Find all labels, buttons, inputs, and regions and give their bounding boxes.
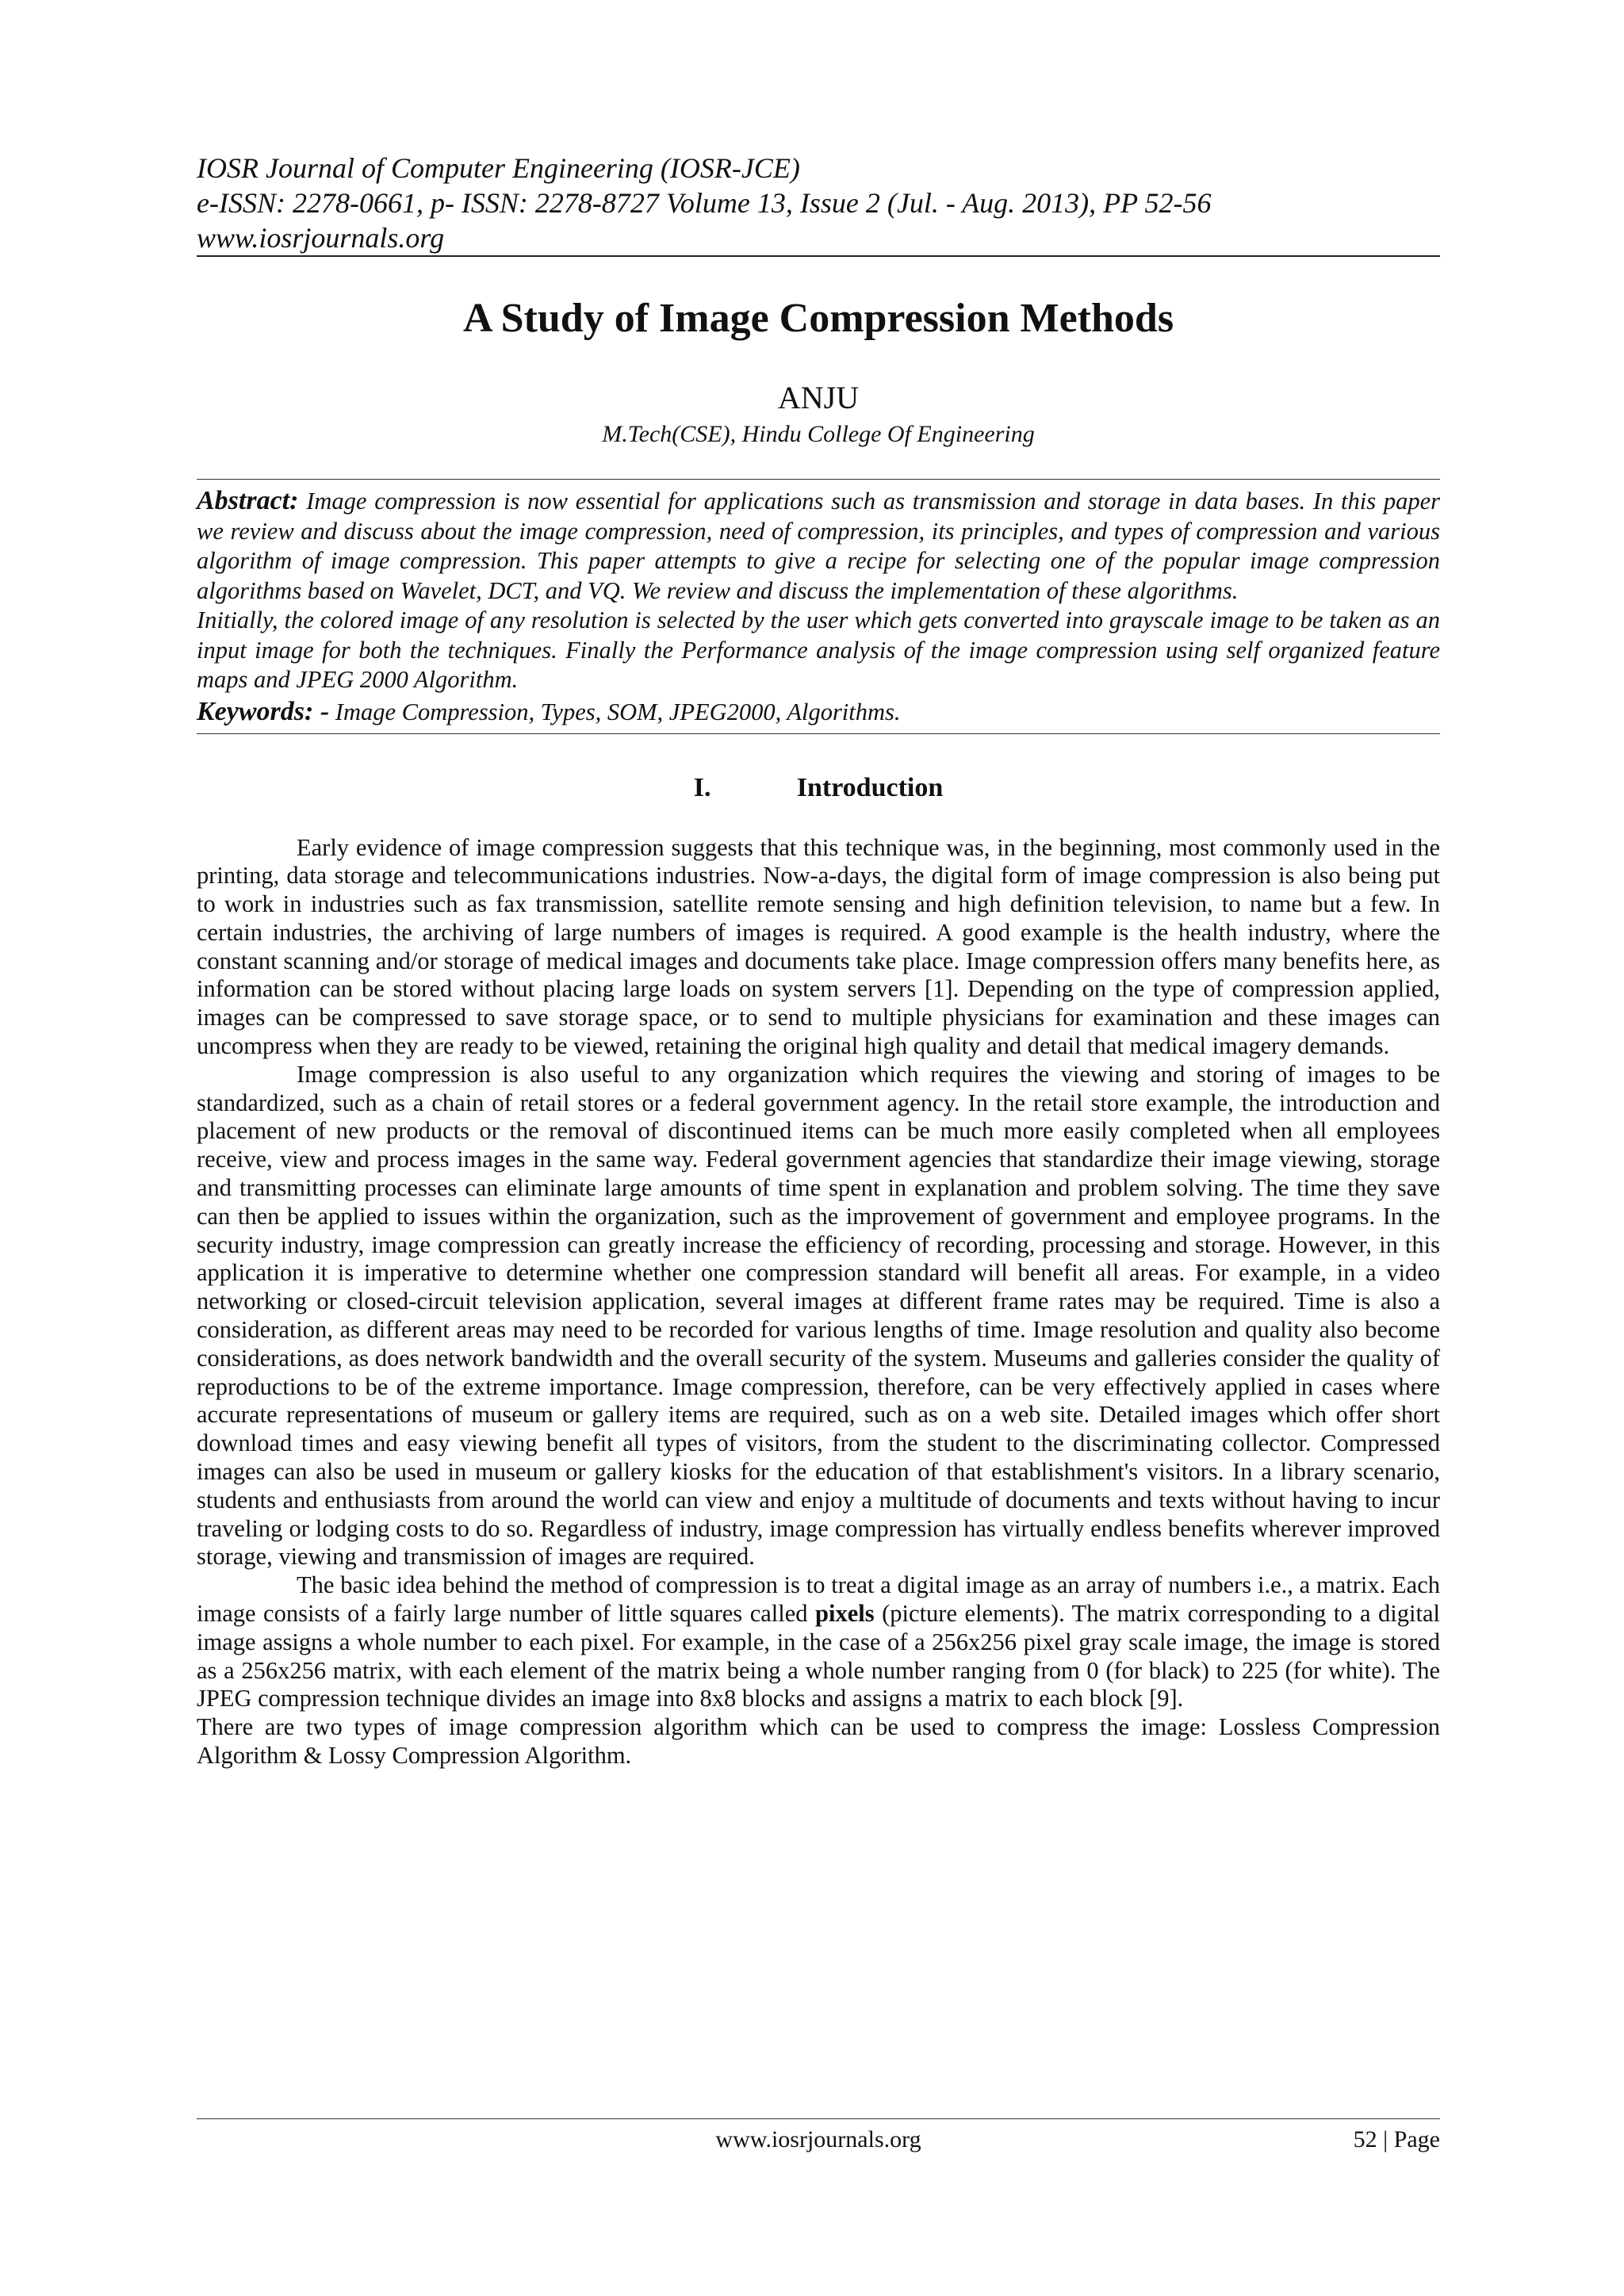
abstract-top-divider bbox=[197, 479, 1440, 480]
page-content bbox=[197, 151, 1440, 1770]
keywords-text: Image Compression, Types, SOM, JPEG2000, Algorithms. bbox=[329, 698, 901, 725]
journal-name: IOSR Journal of Computer Engineering (IOSR-JCE) bbox=[197, 152, 800, 184]
keywords-label: Keywords: - bbox=[197, 696, 330, 726]
issn-line: e-ISSN: 2278-0661, p- ISSN: 2278-8727 Volume 13, Issue 2 (Jul. - Aug. 2013), PP 52-56 bbox=[197, 187, 1212, 219]
paragraph-1: Early evidence of image compression suggests that this technique was, in the beginning, most commonly used in the printing, data storage and telecommunications industries. Now-a-days, the digital form of image compression is also being put to work in industries such as fax transmission, satellite remote sensing and high definition television, to name but a few. In certain industries, the archiving of large numbers of images is required. A good example is the health industry, where the constant scanning and/or storage of medical images and documents take place. Image compression offers many benefits here, as information can be stored without placing large loads on system servers [1]. Depending on the type of compression applied, images can be compressed to save storage space, or to send to multiple physicians for examination and these images can uncompress when they are ready to be viewed, retaining the original high quality and detail that medical imagery demands. bbox=[197, 833, 1440, 1060]
section-number: I. bbox=[693, 772, 711, 802]
paragraph-3 bbox=[197, 1571, 1440, 1713]
author-name: ANJU bbox=[777, 380, 860, 415]
journal-website: www.iosrjournals.org bbox=[197, 222, 445, 254]
abstract-text-1: Image compression is now essential for applications such as transmission and storage in data bases. In this paper we review and discuss about the image compression, need of compression, its principles, and types of compression and various algorithm of image compression. This paper attempts to give a recipe for selecting one of the popular image compression algorithms based on Wavelet, DCT, and VQ. We review and discuss the implementation of these algorithms. bbox=[197, 488, 1440, 604]
journal-header bbox=[197, 151, 1440, 255]
body-text bbox=[197, 834, 1440, 1770]
page-footer bbox=[197, 2118, 1440, 2157]
footer-website: www.iosrjournals.org bbox=[715, 2126, 921, 2152]
footer-divider bbox=[197, 2118, 1440, 2119]
abstract-bottom-divider bbox=[197, 733, 1440, 734]
footer-row bbox=[197, 2122, 1440, 2157]
paragraph-4: There are two types of image compression algorithm which can be used to compress the image: Lossless Compression Algorithm & Lossy Compression Algorithm. bbox=[197, 1713, 1440, 1769]
paper-title: A Study of Image Compression Methods bbox=[462, 296, 1174, 341]
paragraph-3-part-b: (picture elements). The matrix corresponding to a digital image assigns a whole number to each pixel. For example, in the case of a 256x256 pixel gray scale image, the image is stored as a 256x256 matrix, with each element of the matrix being a whole number ranging from 0 (for black) to 225 (for white). The JPEG compression technique divides an image into 8x8 blocks and assigns a matrix to each block [9]. bbox=[197, 1600, 1440, 1712]
pixels-term: pixels bbox=[815, 1600, 875, 1628]
section-title: Introduction bbox=[796, 772, 944, 802]
abstract-paragraph-1 bbox=[197, 486, 1440, 606]
abstract-label: Abstract: bbox=[197, 486, 299, 515]
page-number: 52 | Page bbox=[1353, 2126, 1440, 2152]
paragraph-2: Image compression is also useful to any organization which requires the viewing and storing of images to be standardized, such as a chain of retail stores or a federal government agency. In the retail store example, the introduction and placement of new products or the removal of discontinued items can be much more easily completed when all employees receive, view and process images in the same way. Federal government agencies that standardize their image viewing, storage and transmitting processes can eliminate large amounts of time spent in explanation and problem solving. The time they save can then be applied to issues within the organization, such as the improvement of government and employee programs. In the security industry, image compression can greatly increase the efficiency of recording, processing and storage. However, in this application it is imperative to determine whether one compression standard will benefit all areas. For example, in a video networking or closed-circuit television application, several images at different frame rates may be required. Time is also a consideration, as different areas may need to be recorded for various lengths of time. Image resolution and quality also become considerations, as does network bandwidth and the overall security of the system. Museums and galleries consider the quality of reproductions to be of the extreme importance. Image compression, therefore, can be very effectively applied in cases where accurate representations of museum or gallery items are required, such as on a web site. Detailed images which offer short download times and easy viewing benefit all types of visitors, from the student to the discriminating collector. Compressed images can also be used in museum or gallery kiosks for the education of that establishment's visitors. In a library scenario, students and enthusiasts from around the world can view and enjoy a multitude of documents and texts without having to incur traveling or lodging costs to do so. Regardless of industry, image compression has virtually endless benefits wherever improved storage, viewing and transmission of images are required. bbox=[197, 1060, 1440, 1571]
paragraph-3-part-a: The basic idea behind the method of compression is to treat a digital image as an array of numbers i.e., a matrix. Each image consists of a fairly large number of little squares called bbox=[197, 1571, 1440, 1628]
author-affiliation: M.Tech(CSE), Hindu College Of Engineering bbox=[602, 421, 1035, 447]
abstract bbox=[197, 486, 1440, 695]
section-heading bbox=[197, 772, 1440, 804]
header-divider bbox=[197, 255, 1440, 257]
keywords bbox=[197, 697, 1440, 727]
abstract-text-2: Initially, the colored image of any resolution is selected by the user which gets converted into grayscale image to be taken as an input image for both the techniques. Finally the Performance analysis of the image compression using self organized feature maps and JPEG 2000 Algorithm. bbox=[197, 607, 1440, 693]
